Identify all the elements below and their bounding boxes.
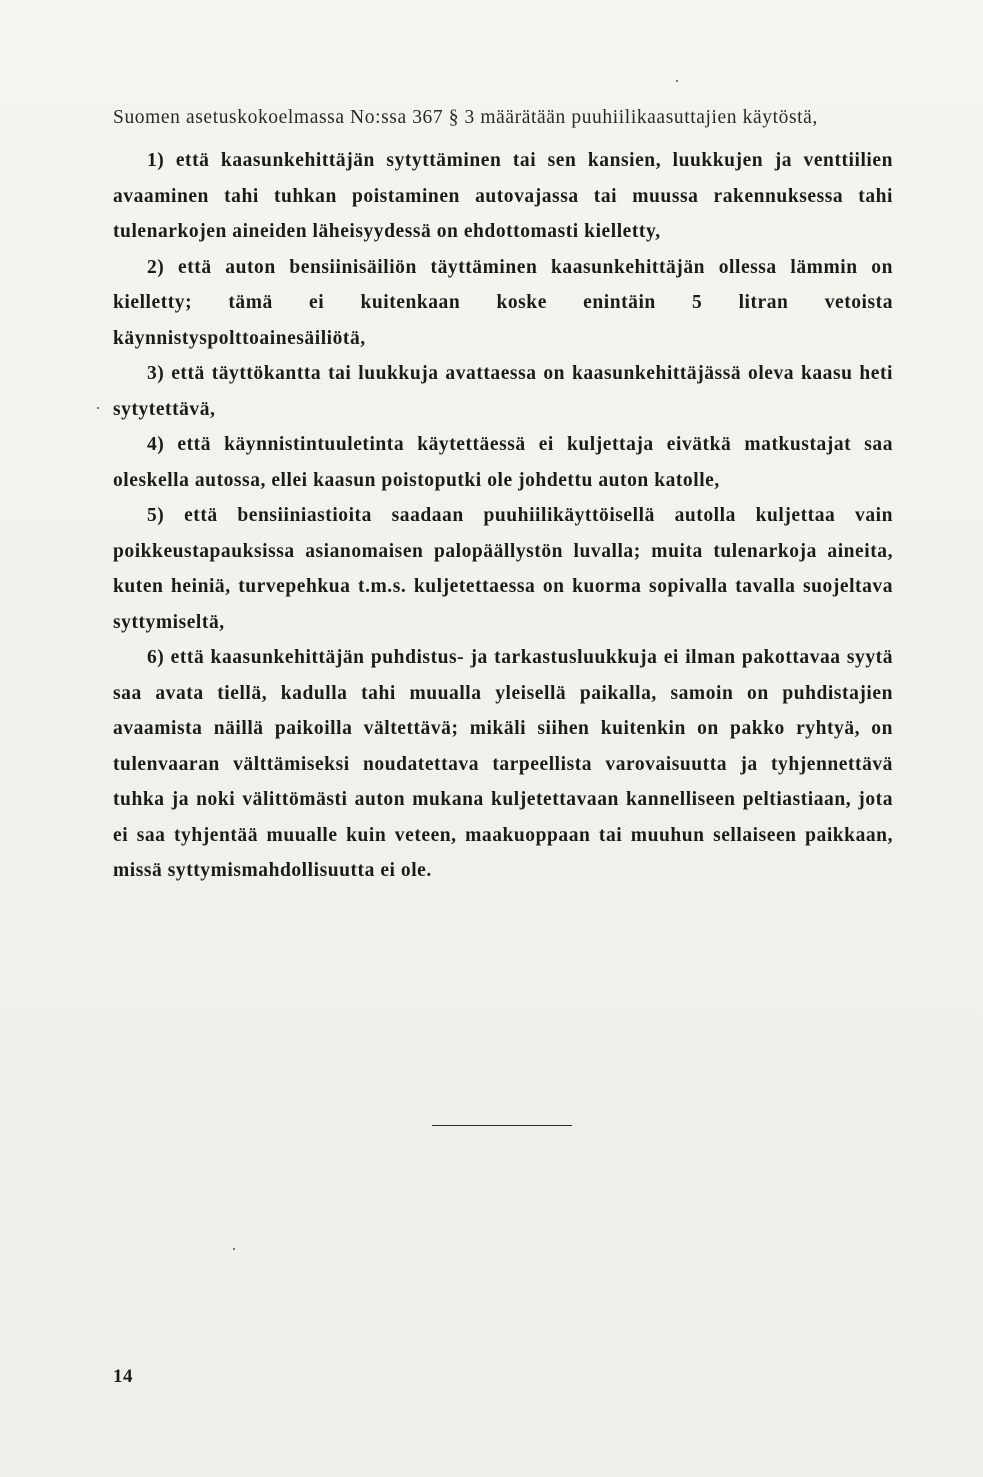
regulation-item-1: 1) että kaasunkehittäjän sytyttäminen tai sen kansien, luukkujen ja venttiilien avaaminen tahi tuhkan poistaminen autovajassa tai muussa rakennuksessa tahi tulenarkojen aineiden läheisyydessä on ehdottomasti kielletty, <box>113 150 893 242</box>
regulation-item-5: 5) että bensiiniastioita saadaan puuhiilikäyttöisellä autolla kuljettaa vain poikkeustapauksissa asianomaisen palopäällystön luvalla; muita tulenarkoja aineita, kuten heiniä, turvepehkua t.m.s. kuljetettaessa on kuorma sopivalla tavalla suojeltava syttymiseltä, <box>113 505 893 633</box>
body-text <box>113 100 893 889</box>
section-divider <box>432 1125 572 1126</box>
print-speck <box>97 407 99 409</box>
intro-paragraph: Suomen asetuskokoelmassa No:ssa 367 § 3 määrätään puuhiilikaasuttajien käytöstä, <box>113 107 818 128</box>
print-speck <box>676 80 678 82</box>
regulation-item-6: 6) että kaasunkehittäjän puhdistus- ja tarkastusluukkuja ei ilman pakottavaa syytä saa avata tiellä, kadulla tahi muualla yleisellä paikalla, samoin on puhdistajien avaamista näillä paikoilla vältettävä; mikäli siihen kuitenkin on pakko ryhtyä, on tulenvaaran välttämiseksi noudatettava tarpeellista varovaisuutta ja tyhjennettävä tuhka ja noki välittömästi auton mukana kuljetettavaan kannelliseen peltiastiaan, jota ei saa tyhjentää muualle kuin veteen, maakuoppaan tai muuhun sellaiseen paikkaan, missä syttymismahdollisuutta ei ole. <box>113 647 893 881</box>
regulation-list <box>113 143 893 889</box>
regulation-item-4: 4) että käynnistintuuletinta käytettäessä ei kuljettaja eivätkä matkustajat saa oleskella autossa, ellei kaasun poistoputki ole johdettu auton katolle, <box>113 434 893 491</box>
regulation-item-2: 2) että auton bensiinisäiliön täyttäminen kaasunkehittäjän ollessa lämmin on kielletty; tämä ei kuitenkaan koske enintäin 5 litran vetoista käynnistyspolttoainesäiliötä, <box>113 256 893 349</box>
page-number: 14 <box>113 1366 133 1387</box>
print-speck <box>233 1248 235 1250</box>
regulation-item-3: 3) että täyttökantta tai luukkuja avattaessa on kaasunkehittäjässä oleva kaasu heti sytytettävä, <box>113 363 893 420</box>
